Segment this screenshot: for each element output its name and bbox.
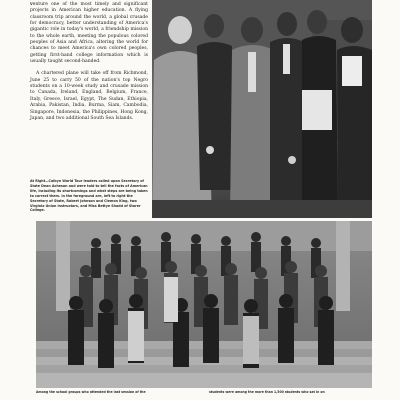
photo-image [152, 0, 372, 218]
photo-caption-bottom [36, 390, 372, 394]
article-paragraph-2: A chartered plane will take off from Richmond, June 25 to carry 50 of the nation's top Negro students on a 10-week study and crusade mission to Canada, Ireland, England, Belgium, France, Italy, Greece, Israel, Egypt, The Sudan, Ethiopia, Arabia, Pakistan, India, Burma, Siam, Cambodia, Singapore, Indonesia, the Philippines, Hong Kong, Japan, and two additional South Sea Islands. [30, 71, 148, 121]
photo-caption-bottom-left: Among the school groups who attended the last session of the [36, 390, 146, 394]
photo-caption-bottom-right: students were among the more than 1,500 students who sat in on [209, 390, 325, 394]
photo-caption-top: At Right—Calbyn World Tour leaders called upon Secretary of State Dean Acheson and were told to tell the facts of American life, including its shortcomings and what steps are being taken to correct them. In the foreground are, left to right the Secretary of State, Robert Johnson and Clemon King, two Virginia Union instructors, and Miss Bettye Shadd of Storer College. [30, 179, 148, 213]
photo-students-on-steps [36, 221, 372, 388]
photo-officials-meeting [152, 0, 372, 218]
photo-image [36, 221, 372, 388]
article-paragraph-1: venture one of the most timely and significant projects in American higher education. A flying classroom trip around the world, a global crusade for democracy, better understanding of America's gigantic role in today's world, a friendship mission to the whole earth, meeting the populous colored peoples of Asia and Africa, altering the world for chances to meet America's own colored peoples, getting first-hand college information which is usually taught second-handed. [30, 2, 148, 65]
article-text-column [30, 0, 148, 122]
